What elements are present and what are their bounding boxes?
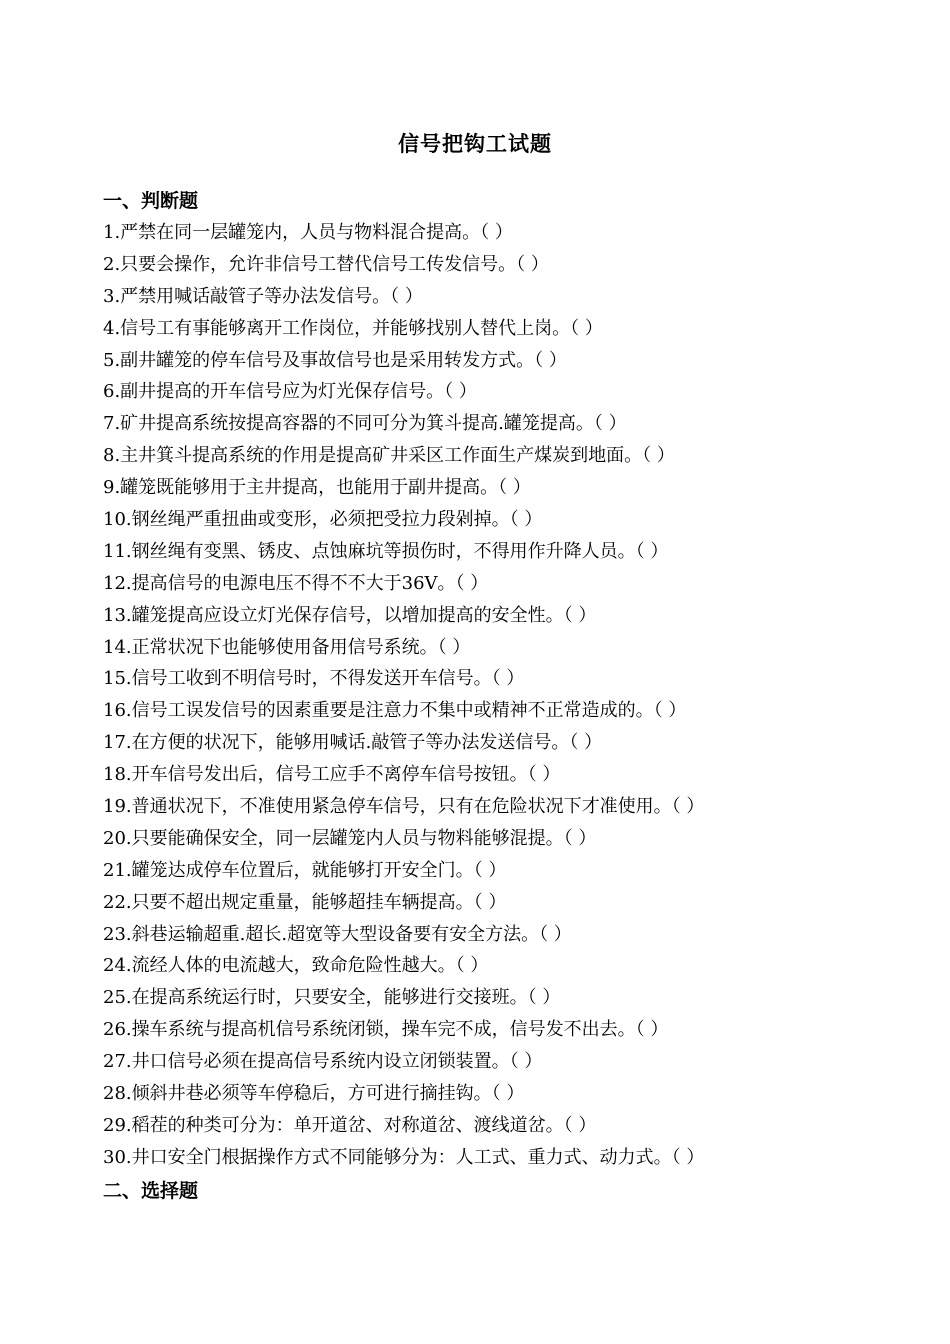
question-item: 23.斜巷运输超重.超长.超宽等大型设备要有安全方法。（ ） xyxy=(103,923,572,945)
question-item: 6.副井提高的开车信号应为灯光保存信号。（ ） xyxy=(103,381,477,403)
question-item: 15.信号工收到不明信号时，不得发送开车信号。（ ） xyxy=(103,668,525,690)
question-item: 11.钢丝绳有变黑、锈皮、点蚀麻坑等损伤时，不得用作升降人员。（ ） xyxy=(103,540,669,562)
question-item: 3.严禁用喊话敲管子等办法发信号。（ ） xyxy=(103,285,423,307)
question-item: 12.提高信号的电源电压不得不不大于36V。（ ） xyxy=(103,572,489,594)
question-item: 10.钢丝绳严重扭曲或变形，必须把受拉力段剁掉。（ ） xyxy=(103,509,543,531)
question-item: 18.开车信号发出后，信号工应手不离停车信号按钮。（ ） xyxy=(103,764,561,786)
question-item: 25.在提高系统运行时，只要安全，能够进行交接班。（ ） xyxy=(103,987,561,1009)
question-item: 29.稻茬的种类可分为：单开道岔、对称道岔、渡线道岔。（ ） xyxy=(103,1114,597,1136)
section-heading-true-false: 一、判断题 xyxy=(103,190,199,212)
question-item: 8.主井箕斗提高系统的作用是提高矿井采区工作面生产煤炭到地面。（ ） xyxy=(103,445,675,467)
question-item: 20.只要能确保安全，同一层罐笼内人员与物料能够混提。（ ） xyxy=(103,827,597,849)
question-list xyxy=(103,217,933,1174)
question-item: 17.在方便的状况下，能够用喊话.敲管子等办法发送信号。（ ） xyxy=(103,732,603,754)
question-item: 2.只要会操作，允许非信号工替代信号工传发信号。（ ） xyxy=(103,253,549,275)
question-item: 16.信号工误发信号的因素重要是注意力不集中或精神不正常造成的。（ ） xyxy=(103,700,687,722)
section-heading-multiple-choice: 二、选择题 xyxy=(103,1180,199,1202)
question-item: 19.普通状况下，不准使用紧急停车信号，只有在危险状况下才准使用。（ ） xyxy=(103,796,705,818)
question-item: 13.罐笼提高应设立灯光保存信号，以增加提高的安全性。（ ） xyxy=(103,604,597,626)
question-item: 9.罐笼既能够用于主井提高，也能用于副井提高。（ ） xyxy=(103,477,531,499)
question-item: 26.操车系统与提高机信号系统闭锁，操车完不成，信号发不出去。（ ） xyxy=(103,1019,669,1041)
question-item: 1.严禁在同一层罐笼内，人员与物料混合提高。（ ） xyxy=(103,222,513,243)
question-item: 30.井口安全门根据操作方式不同能够分为：人工式、重力式、动力式。（ ） xyxy=(103,1146,705,1168)
question-item: 14.正常状况下也能够使用备用信号系统。（ ） xyxy=(103,636,471,658)
question-item: 5.副井罐笼的停车信号及事故信号也是采用转发方式。（ ） xyxy=(103,349,567,371)
question-item: 7.矿井提高系统按提高容器的不同可分为箕斗提高.罐笼提高。（ ） xyxy=(103,413,627,435)
question-item: 4.信号工有事能够离开工作岗位，并能够找别人替代上岗。（ ） xyxy=(103,317,603,339)
question-item: 21.罐笼达成停车位置后，就能够打开安全门。（ ） xyxy=(103,859,507,881)
document-title: 信号把钩工试题 xyxy=(398,131,552,156)
question-item: 28.倾斜井巷必须等车停稳后，方可进行摘挂钩。（ ） xyxy=(103,1083,525,1105)
question-item: 24.流经人体的电流越大，致命危险性越大。（ ） xyxy=(103,955,489,977)
question-item: 27.井口信号必须在提高信号系统内设立闭锁装置。（ ） xyxy=(103,1051,543,1073)
question-item: 22.只要不超出规定重量，能够超挂车辆提高。（ ） xyxy=(103,891,507,913)
